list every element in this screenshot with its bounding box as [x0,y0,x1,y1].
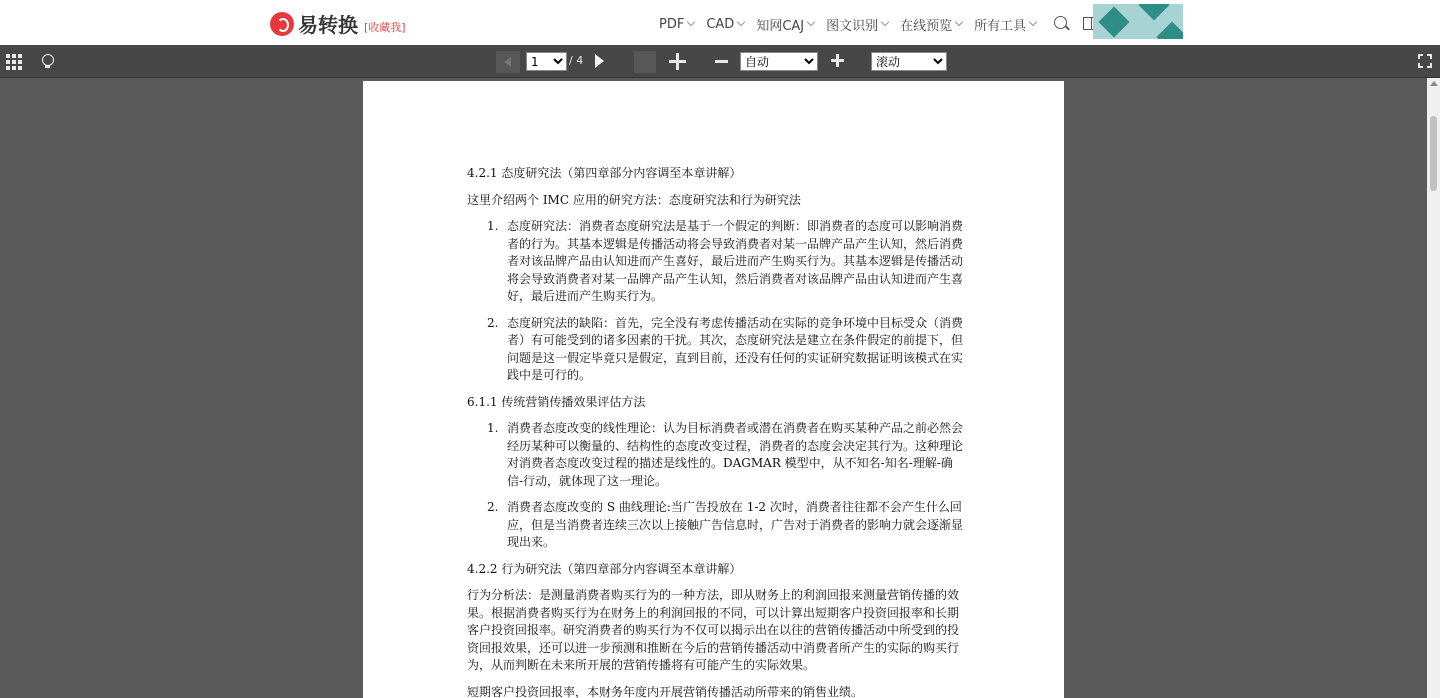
nav-item-all-tools[interactable] [974,15,1036,34]
paragraph: 短期客户投资回报率，本财务年度内开展营销传播活动所带来的销售业绩。 [467,684,864,698]
nav-item-label: 图文识别 [826,18,879,34]
vertical-scrollbar[interactable] [1427,78,1440,698]
page-total: / 4 [569,54,584,67]
chevron-down-icon [955,18,963,26]
paragraph: 这里介绍两个 IMC 应用的研究方法：态度研究法和行为研究法 [467,192,801,207]
nav-item-label: 知网CAJ [756,18,805,34]
list-item [467,315,967,385]
list-item [467,420,967,490]
nav-item-preview[interactable] [900,15,962,34]
zoom-out-button[interactable] [715,60,728,63]
list-number: 1. [487,421,499,435]
numbered-list [467,420,967,552]
nav-item-cad[interactable] [706,17,744,32]
list-item [467,499,967,552]
nav-item-label: 所有工具 [974,18,1027,34]
document-page [363,81,1064,698]
lightbulb-icon[interactable] [41,54,53,69]
next-page-button[interactable] [594,54,606,68]
nav-item-caj[interactable] [756,15,814,34]
list-number: 2. [487,500,499,514]
banner-shape [1138,4,1169,21]
page-number-select[interactable] [526,52,567,71]
chevron-down-icon [807,18,815,26]
chevron-down-icon [687,18,695,26]
scroll-thumb[interactable] [1430,116,1437,191]
prev-page-button[interactable] [496,51,520,73]
numbered-list [467,218,967,385]
viewer-toolbar [0,45,1440,78]
favorite-link[interactable]: [收藏我] [364,20,406,34]
chevron-down-icon [1029,18,1037,26]
list-text: 态度研究法的缺陷：首先，完全没有考虑传播活动在实际的竞争环境中目标受众（消费者）有可能受到的诸多因素的干扰。其次，态度研究法是建立在条件假定的前提下，但问题是这一假定毕竟只是假定，直到目前，还没有任何的实证研究数据证明该模式在实践中是可行的。 [507,315,964,382]
nav-item-pdf[interactable] [659,17,694,32]
scroll-mode-select[interactable] [871,52,947,71]
scroll-up-icon[interactable] [1430,81,1438,86]
paragraph: 行为分析法：是测量消费者购买行为的一种方法，即从财务上的利润回报来测量营销传播的效果。根据消费者购买行为在财务上的利润回报的不同，可以计算出短期客户投资回报率和长期客户投资回报率。研究消费者的购买行为不仅可以揭示出在以往的营销传播活动中所受到的投资回报效果，还可以进一步预测和推断在今后的营销传播活动中消费者所产生的实际的购买行为，从而判断在未来所开展的营销传播将有可能产生的实际效果。 [467,588,960,672]
nav-item-label: PDF [659,16,685,32]
section-heading: 4.2.2 行为研究法（第四章部分内容调至本章讲解） [467,561,742,576]
nav-item-label: 在线预览 [900,18,953,34]
logo-icon [270,12,294,36]
top-header [0,0,1440,45]
list-text: 消费者态度改变的 S 曲线理论:当广告投放在 1-2 次时，消费者往往都不会产生什么回应，但是当消费者连续三次以上接触广告信息时，广告对于消费者的影响力就会逐渐显现出来。 [507,500,964,549]
fullscreen-icon[interactable] [1418,54,1432,68]
banner-shape [1156,21,1183,39]
list-item [467,218,967,306]
chevron-down-icon [881,18,889,26]
chevron-down-icon [737,18,745,26]
document-viewer[interactable] [0,78,1440,698]
toolbar-blank-button[interactable] [634,51,656,73]
nav-item-label: CAD [706,16,735,32]
list-text: 消费者态度改变的线性理论：认为目标消费者或潜在消费者在购买某种产品之前必然会经历某种可以衡量的、结构性的态度改变过程，消费者的态度会决定其行为。这种理论对消费者态度改变过程的描述是线性的。DAGMAR 模型中，从不知名-知名-理解-确信-行动，就体现了这一理论。 [507,421,964,488]
search-icon[interactable] [1052,14,1072,34]
ad-banner[interactable] [1093,4,1183,39]
logo-text: 易转换 [298,13,358,37]
page-content [467,165,967,698]
banner-shape [1098,6,1129,37]
list-number: 2. [487,315,499,330]
list-text: 态度研究法：消费者态度研究法是基于一个假定的判断：即消费者的态度可以影响消费者的行为。其基本逻辑是传播活动将会导致消费者对某一品牌产品产生认知，然后消费者对该品牌产品由认知进而产生喜好，最后进而产生购买行为。其基本逻辑是传播活动将会导致消费者对某一品牌产品产生认知，然后消费者对该品牌产品由认知进而产生喜好，最后进而产生购买行为。 [507,219,964,303]
section-heading: 6.1.1 传统营销传播效果评估方法 [467,394,646,409]
nav-item-ocr[interactable] [826,15,888,34]
main-nav [659,14,1108,34]
thumbnails-icon[interactable] [6,54,22,68]
zoom-in-button[interactable] [831,54,844,67]
zoom-select[interactable] [740,52,818,71]
list-number: 1. [487,219,499,233]
move-icon[interactable] [669,53,686,70]
site-logo[interactable] [270,9,406,38]
section-heading: 4.2.1 态度研究法（第四章部分内容调至本章讲解） [467,166,742,180]
